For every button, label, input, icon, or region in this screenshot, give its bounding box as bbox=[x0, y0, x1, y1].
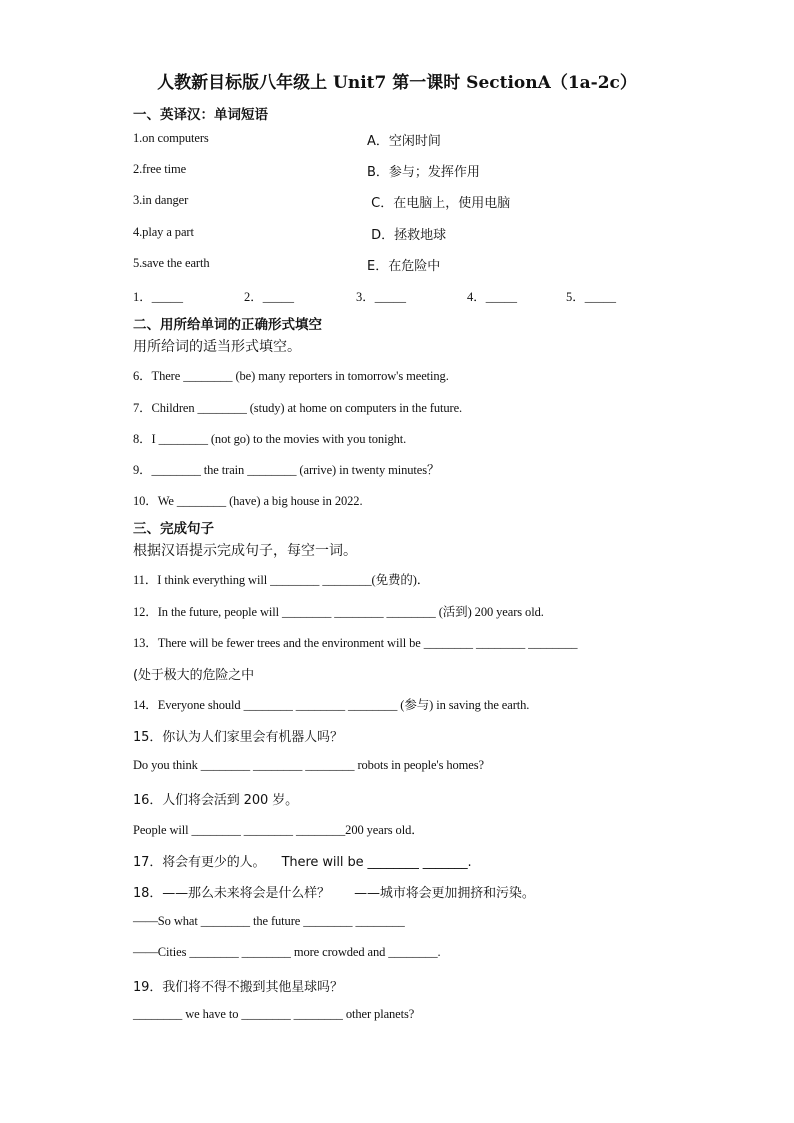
section-3-heading: 三、完成句子 bbox=[133, 521, 214, 537]
phrase-5: 5.save the earth bbox=[133, 256, 210, 270]
question-16-prompt: 16．人们将会活到 200 岁。 bbox=[133, 793, 299, 808]
phrase-2: 2.free time bbox=[133, 162, 187, 176]
question-13-hint: (处于极大的危险之中 bbox=[133, 668, 255, 683]
option-c: C．在电脑上，使用电脑 bbox=[367, 196, 511, 211]
question-18-line-2: ——Cities ________ ________ more crowded and ________. bbox=[133, 945, 441, 959]
question-15-sentence: Do you think ________ ________ ________ robots in people's homes? bbox=[133, 758, 484, 772]
question-16-sentence: People will ________ ________ ________200 years old． bbox=[133, 823, 424, 837]
option-a: A．空闲时间 bbox=[367, 134, 441, 149]
answer-blank-4[interactable]: 4．_____ bbox=[467, 290, 518, 304]
question-18-line-1: ——So what ________ the future ________ ________ bbox=[133, 914, 405, 928]
option-b: B．参与；发挥作用 bbox=[367, 165, 480, 180]
phrase-3: 3.in danger bbox=[133, 193, 189, 207]
question-8: 8．I ________ (not go) to the movies with you tonight. bbox=[133, 432, 407, 446]
question-13: 13．There will be fewer trees and the environment will be ________ ________ ________ bbox=[133, 636, 578, 650]
answer-blank-1[interactable]: 1．_____ bbox=[133, 290, 184, 304]
answer-blank-2[interactable]: 2．_____ bbox=[244, 290, 295, 304]
question-12: 12．In the future, people will ________ ________ ________ (活到) 200 years old. bbox=[133, 605, 544, 619]
section-1-heading: 一、英译汉：单词短语 bbox=[133, 107, 268, 123]
question-9: 9．________ the train ________ (arrive) in twenty minutes？ bbox=[133, 463, 440, 477]
question-14: 14．Everyone should ________ ________ ________ (参与) in saving the earth. bbox=[133, 698, 530, 712]
question-11: 11．I think everything will ________ ________(免费的)． bbox=[133, 573, 430, 587]
phrase-4: 4.play a part bbox=[133, 225, 194, 239]
question-6: 6．There ________ (be) many reporters in tomorrow's meeting. bbox=[133, 369, 449, 383]
question-17: 17．将会有更少的人。 There will be ________ _______. bbox=[133, 855, 472, 870]
question-19-prompt: 19．我们将不得不搬到其他星球吗？ bbox=[133, 980, 343, 995]
option-e: E．在危险中 bbox=[367, 259, 441, 274]
section-2-heading: 二、用所给单词的正确形式填空 bbox=[133, 317, 322, 333]
section-3-instruction: 根据汉语提示完成句子，每空一词。 bbox=[133, 543, 357, 559]
page-title: 人教新目标版八年级上 Unit7 第一课时 SectionA（1a-2c） bbox=[157, 73, 637, 93]
answer-blank-3[interactable]: 3．_____ bbox=[356, 290, 407, 304]
option-d: D．拯救地球 bbox=[367, 228, 447, 243]
question-10: 10．We ________ (have) a big house in 2022. bbox=[133, 494, 363, 508]
question-7: 7．Children ________ (study) at home on computers in the future. bbox=[133, 401, 463, 415]
question-15-prompt: 15．你认为人们家里会有机器人吗？ bbox=[133, 730, 343, 745]
section-2-instruction: 用所给词的适当形式填空。 bbox=[133, 339, 301, 355]
answer-blank-5[interactable]: 5．_____ bbox=[566, 290, 617, 304]
question-19-sentence: ________ we have to ________ ________ other planets? bbox=[133, 1007, 415, 1021]
phrase-1: 1.on computers bbox=[133, 131, 209, 145]
question-18-prompt: 18．——那么未来将会是什么样？ ——城市将会更加拥挤和污染。 bbox=[133, 886, 535, 901]
